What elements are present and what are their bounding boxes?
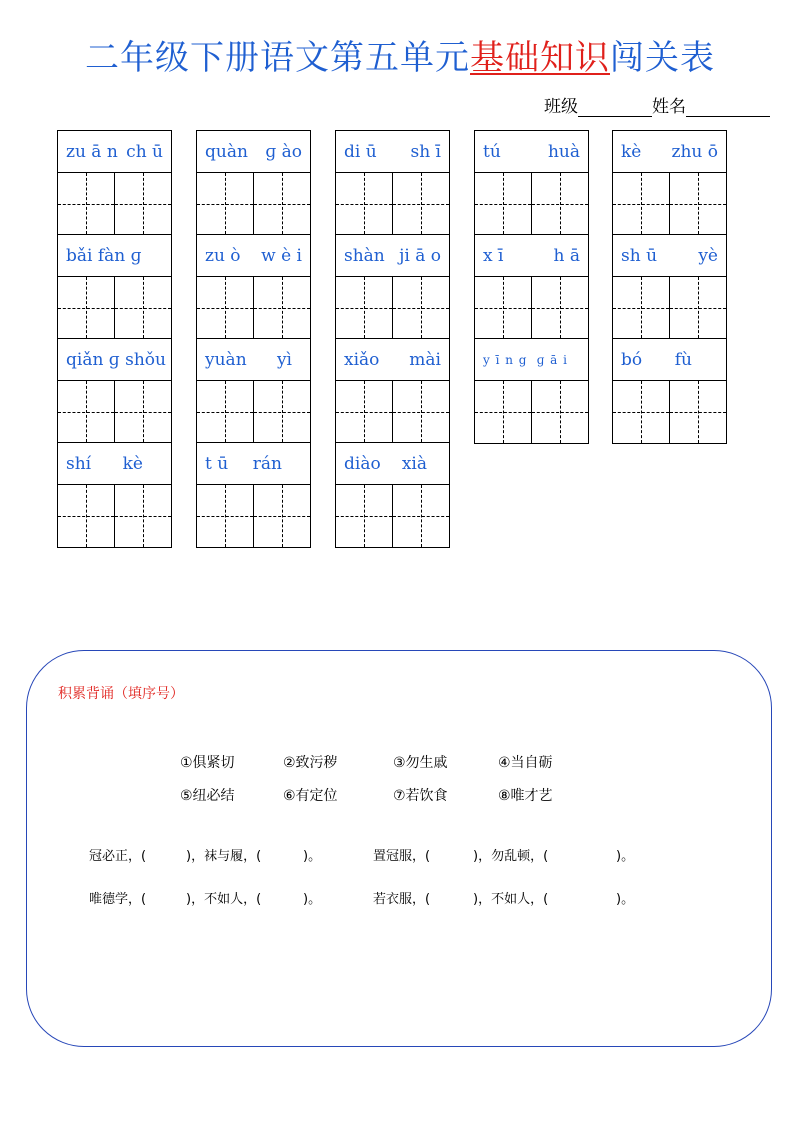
- tianzige-cell[interactable]: [58, 173, 114, 234]
- pinyin-column-1: [57, 130, 172, 548]
- pinyin-syllable: zhu ō: [671, 141, 718, 162]
- pinyin-syllable: kè: [122, 453, 143, 474]
- tianzige-cell[interactable]: [58, 381, 114, 442]
- pinyin-label: [613, 339, 726, 381]
- tianzige-cell[interactable]: [475, 277, 531, 338]
- recite-title: 积累背诵（填序号）: [58, 686, 184, 702]
- name-blank[interactable]: [686, 98, 770, 117]
- tianzige-cell[interactable]: [114, 381, 171, 442]
- pinyin-label: [58, 235, 171, 277]
- pinyin-syllable: quàn: [205, 141, 248, 162]
- pinyin-label: [613, 235, 726, 277]
- writing-grid: [613, 381, 726, 443]
- tianzige-cell[interactable]: [197, 173, 253, 234]
- pinyin-syllable: shàn: [344, 245, 385, 266]
- pinyin-column-2: [196, 130, 311, 548]
- pinyin-label: [336, 235, 449, 277]
- tianzige-cell[interactable]: [336, 173, 392, 234]
- pinyin-syllable: yuàn: [205, 349, 247, 370]
- tianzige-cell[interactable]: [114, 173, 171, 234]
- verse-segment: 置冠服，(: [373, 849, 431, 864]
- tianzige-cell[interactable]: [114, 277, 171, 338]
- pinyin-syllable: t ū: [205, 453, 229, 474]
- tianzige-cell[interactable]: [336, 381, 392, 442]
- page-title: [0, 30, 800, 79]
- pinyin-syllable: bó: [621, 349, 643, 370]
- pinyin-syllable: ch ū: [126, 141, 163, 162]
- tianzige-cell[interactable]: [613, 173, 669, 234]
- verse-segment: )。: [616, 892, 635, 907]
- tianzige-cell[interactable]: [669, 173, 726, 234]
- pinyin-label: [336, 131, 449, 173]
- pinyin-syllable: w è i: [261, 245, 302, 266]
- pinyin-syllable: sh ī: [410, 141, 441, 162]
- verse-segment: )，不如人，(: [186, 892, 262, 907]
- tianzige-cell[interactable]: [669, 381, 726, 443]
- pinyin-label: [58, 339, 171, 381]
- pinyin-syllable: fù: [674, 349, 692, 370]
- pinyin-label: [613, 131, 726, 173]
- option-item: ②致污秽: [283, 755, 338, 771]
- tianzige-cell[interactable]: [669, 277, 726, 338]
- tianzige-cell[interactable]: [58, 277, 114, 338]
- tianzige-cell[interactable]: [114, 485, 171, 547]
- pinyin-label: [197, 443, 310, 485]
- tianzige-cell[interactable]: [613, 381, 669, 443]
- tianzige-cell[interactable]: [531, 173, 588, 234]
- student-info: [544, 92, 770, 117]
- pinyin-label: [197, 131, 310, 173]
- writing-grid: [197, 277, 310, 339]
- option-item: ①俱紧切: [180, 755, 235, 771]
- pinyin-syllable: huà: [547, 141, 580, 162]
- writing-grid: [58, 173, 171, 235]
- pinyin-column-5: [612, 130, 727, 444]
- pinyin-label: [336, 443, 449, 485]
- pinyin-syllable: di ū: [344, 141, 377, 162]
- pinyin-syllable: zu ò: [205, 245, 241, 266]
- class-label: 班级: [544, 97, 578, 117]
- pinyin-label: [475, 235, 588, 277]
- tianzige-cell[interactable]: [197, 277, 253, 338]
- writing-grid: [336, 277, 449, 339]
- pinyin-syllable: qiǎn ɡ shǒu: [66, 349, 166, 370]
- writing-grid: [475, 173, 588, 235]
- pinyin-syllable: x ī: [483, 245, 504, 266]
- verse-segment: 若衣服，(: [373, 892, 431, 907]
- pinyin-syllable: kè: [621, 141, 642, 162]
- title-part1: 二年级下册语文第五单元: [85, 38, 470, 78]
- pinyin-syllable: yè: [698, 245, 718, 266]
- option-item: ⑦若饮食: [393, 788, 448, 804]
- pinyin-label: [475, 339, 588, 381]
- pinyin-syllable: bǎi fàn ɡ: [66, 245, 142, 266]
- verse-segment: )。: [616, 849, 635, 864]
- pinyin-syllable: mài: [409, 349, 441, 370]
- pinyin-syllable: xiǎo: [344, 349, 380, 370]
- pinyin-syllable: ɡ ā i: [536, 352, 568, 367]
- tianzige-cell[interactable]: [197, 485, 253, 547]
- tianzige-cell[interactable]: [392, 173, 449, 234]
- pinyin-syllable: sh ū: [621, 245, 658, 266]
- tianzige-cell[interactable]: [197, 381, 253, 442]
- pinyin-syllable: shí: [66, 453, 92, 474]
- writing-grid: [58, 381, 171, 443]
- tianzige-cell[interactable]: [253, 173, 310, 234]
- pinyin-syllable: h ā: [553, 245, 580, 266]
- pinyin-label: [336, 339, 449, 381]
- pinyin-column-3: [335, 130, 450, 548]
- tianzige-cell[interactable]: [336, 277, 392, 338]
- title-part3: 闯关表: [610, 38, 715, 78]
- tianzige-cell[interactable]: [392, 485, 449, 547]
- writing-grid: [613, 277, 726, 339]
- writing-grid: [613, 173, 726, 235]
- tianzige-cell[interactable]: [613, 277, 669, 338]
- verse-segment: 冠必正，(: [89, 849, 147, 864]
- option-item: ⑥有定位: [283, 788, 338, 804]
- writing-grid: [58, 277, 171, 339]
- pinyin-syllable: yì: [276, 349, 292, 370]
- writing-grid: [197, 173, 310, 235]
- verse-segment: )，不如人，(: [473, 892, 549, 907]
- option-item: ⑧唯才艺: [498, 788, 553, 804]
- verse-segment: )，勿乱顿，(: [473, 849, 549, 864]
- tianzige-cell[interactable]: [253, 485, 310, 547]
- tianzige-cell[interactable]: [253, 277, 310, 338]
- pinyin-syllable: zu ā n: [66, 141, 118, 162]
- tianzige-cell[interactable]: [531, 277, 588, 338]
- writing-grid: [336, 485, 449, 547]
- option-item: ⑤纽必结: [180, 788, 235, 804]
- pinyin-syllable: tú: [483, 141, 501, 162]
- writing-grid: [197, 485, 310, 547]
- pinyin-syllable: xià: [401, 453, 427, 474]
- writing-grid: [475, 277, 588, 339]
- tianzige-cell[interactable]: [392, 381, 449, 442]
- verse-segment: )。: [303, 892, 322, 907]
- writing-grid: [336, 381, 449, 443]
- pinyin-syllable: y ī n g: [483, 352, 528, 367]
- pinyin-syllable: diào: [344, 453, 381, 474]
- title-part2: 基础知识: [470, 38, 610, 78]
- writing-grid: [475, 381, 588, 443]
- writing-grid: [197, 381, 310, 443]
- tianzige-cell[interactable]: [58, 485, 114, 547]
- pinyin-syllable: ɡ ào: [265, 141, 302, 162]
- name-label: 姓名: [652, 97, 686, 117]
- tianzige-cell[interactable]: [475, 173, 531, 234]
- tianzige-cell[interactable]: [336, 485, 392, 547]
- pinyin-label: [197, 235, 310, 277]
- pinyin-label: [58, 131, 171, 173]
- option-item: ③勿生戚: [393, 755, 448, 771]
- tianzige-cell[interactable]: [253, 381, 310, 442]
- tianzige-cell[interactable]: [392, 277, 449, 338]
- pinyin-label: [58, 443, 171, 485]
- writing-grid: [336, 173, 449, 235]
- tianzige-cell[interactable]: [475, 381, 531, 443]
- pinyin-label: [475, 131, 588, 173]
- writing-grid: [58, 485, 171, 547]
- pinyin-syllable: ji ā o: [399, 245, 441, 266]
- verse-segment: )，袜与履，(: [186, 849, 262, 864]
- pinyin-syllable: rán: [252, 453, 282, 474]
- pinyin-label: [197, 339, 310, 381]
- verse-segment: )。: [303, 849, 322, 864]
- verse-segment: 唯德学，(: [89, 892, 147, 907]
- tianzige-cell[interactable]: [531, 381, 588, 443]
- class-blank[interactable]: [578, 98, 652, 117]
- pinyin-column-4: [474, 130, 589, 444]
- option-item: ④当自砺: [498, 755, 553, 771]
